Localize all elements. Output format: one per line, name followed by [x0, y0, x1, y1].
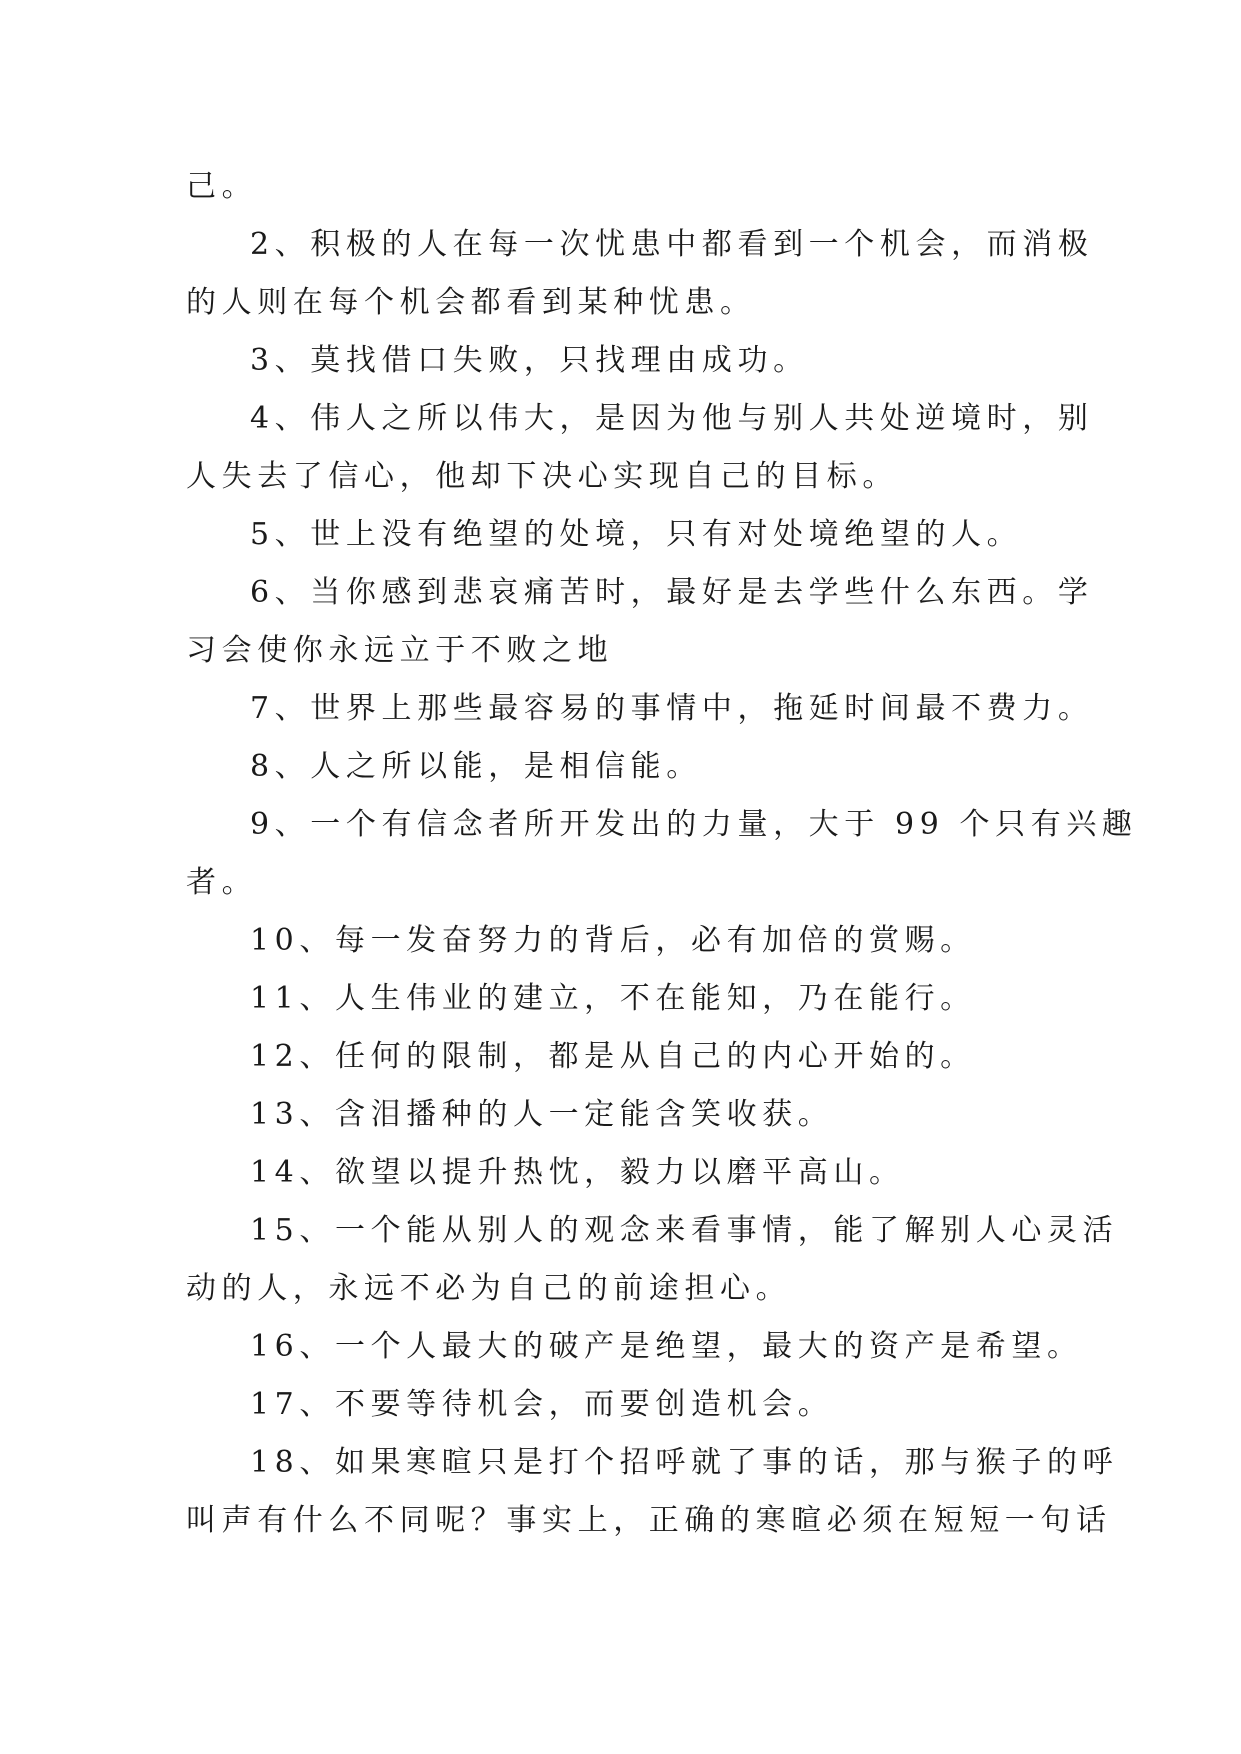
document-body	[186, 158, 1138, 1550]
text-line: 17、不要等待机会，而要创造机会。	[250, 1387, 834, 1422]
text-line: 5、世上没有绝望的处境，只有对处境绝望的人。	[250, 517, 1023, 552]
text-line: 9、一个有信念者所开发出的力量，大于 99 个只有兴趣	[250, 807, 1138, 842]
text-line: 7、世界上那些最容易的事情中，拖延时间最不费力。	[250, 691, 1094, 726]
text-line: 叫声有什么不同呢？事实上，正确的寒暄必须在短短一句话	[186, 1503, 1112, 1538]
text-line: 动的人，永远不必为自己的前途担心。	[186, 1271, 792, 1306]
text-line: 18、如果寒暄只是打个招呼就了事的话，那与猴子的呼	[250, 1445, 1119, 1480]
text-line: 人失去了信心，他却下决心实现自己的目标。	[186, 459, 898, 494]
text-line: 2、积极的人在每一次忧患中都看到一个机会，而消极	[250, 227, 1094, 262]
text-line: 己。	[186, 169, 258, 204]
text-line: 12、任何的限制，都是从自己的内心开始的。	[250, 1039, 976, 1074]
text-line: 8、人之所以能，是相信能。	[250, 749, 702, 784]
text-line: 14、欲望以提升热忱，毅力以磨平高山。	[250, 1155, 905, 1190]
text-line: 的人则在每个机会都看到某种忧患。	[186, 285, 756, 320]
text-line: 3、莫找借口失败，只找理由成功。	[250, 343, 809, 378]
text-line: 者。	[186, 865, 258, 900]
text-line: 习会使你永远立于不败之地	[186, 633, 614, 668]
text-line: 4、伟人之所以伟大，是因为他与别人共处逆境时，别	[250, 401, 1094, 436]
text-line: 11、人生伟业的建立，不在能知，乃在能行。	[250, 981, 976, 1016]
text-line: 6、当你感到悲哀痛苦时，最好是去学些什么东西。学	[250, 575, 1094, 610]
text-line: 16、一个人最大的破产是绝望，最大的资产是希望。	[250, 1329, 1083, 1364]
text-line: 10、每一发奋努力的背后，必有加倍的赏赐。	[250, 923, 976, 958]
text-line: 13、含泪播种的人一定能含笑收获。	[250, 1097, 834, 1132]
text-line: 15、一个能从别人的观念来看事情，能了解别人心灵活	[250, 1213, 1119, 1248]
